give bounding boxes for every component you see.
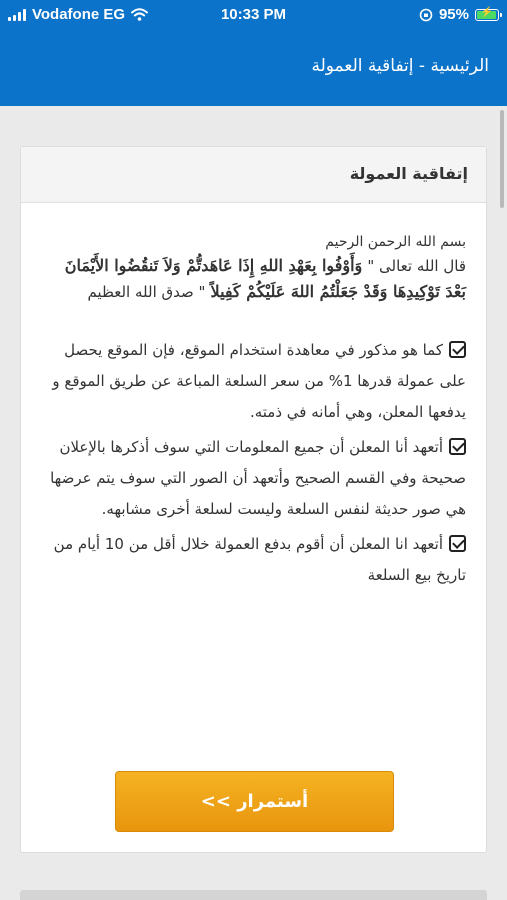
term-item xyxy=(41,432,466,525)
checkbox-checked-icon[interactable] xyxy=(449,341,466,358)
term-text: أتعهد انا المعلن أن أقوم بدفع العمولة خلال أقل من 10 أيام من تاريخ بيع السلعة xyxy=(53,535,466,584)
page-title[interactable]: الرئيسية - إتفاقية العمولة xyxy=(311,56,489,76)
term-item xyxy=(41,335,466,428)
battery-icon xyxy=(475,6,499,21)
terms-list xyxy=(41,335,466,591)
scrollbar[interactable] xyxy=(500,110,504,208)
verse-text: وَأَوْفُوا بِعَهْدِ اللهِ إِذَا عَاهَدتُّمْ وَلاَ تَنقُضُوا الأَيْمَانَ بَعْدَ تَوْكِيدِهَا وَقَدْ جَعَلْتُمُ اللهَ عَلَيْكُمْ كَفِيلاً xyxy=(64,256,466,301)
verse-intro: قال الله تعالى " xyxy=(367,257,466,275)
term-text: أتعهد أنا المعلن أن جميع المعلومات التي سوف أذكرها بالإعلان صحيحة وفي القسم الصحيح وأتعهد أن الصور التي سوف يتم عرضها هي صور حديثة لنفس السلعة وليست لسلعة أخرى مشابهه. xyxy=(50,438,466,518)
verse-block xyxy=(41,253,466,305)
charging-bolt-icon: ⚡ xyxy=(480,6,494,18)
checkbox-checked-icon[interactable] xyxy=(449,535,466,552)
next-card-edge xyxy=(20,890,487,900)
status-bar xyxy=(0,0,507,30)
battery-percent: 95% xyxy=(438,6,469,23)
status-right xyxy=(419,6,499,23)
continue-button[interactable]: أستمرار >> xyxy=(115,771,394,832)
basmala-text: بسم الله الرحمن الرحيم xyxy=(325,234,466,250)
orientation-lock-icon xyxy=(419,8,433,22)
verse-outro: " صدق الله العظيم xyxy=(87,283,206,301)
card-title: إتفاقية العمولة xyxy=(21,147,486,203)
carrier-name: Vodafone EG xyxy=(32,6,126,23)
agreement-card xyxy=(20,146,487,853)
status-time: 10:33 PM xyxy=(220,6,287,23)
term-item xyxy=(41,529,466,591)
card-body xyxy=(21,203,486,591)
navbar xyxy=(0,30,507,106)
checkbox-checked-icon[interactable] xyxy=(449,438,466,455)
term-text: كما هو مذكور في معاهدة استخدام الموقع، فإن الموقع يحصل على عمولة قدرها 1% من سعر السلعة المباعة عن طريق الموقع و يدفعها المعلن، وهي أمانه في ذمته. xyxy=(52,341,466,421)
